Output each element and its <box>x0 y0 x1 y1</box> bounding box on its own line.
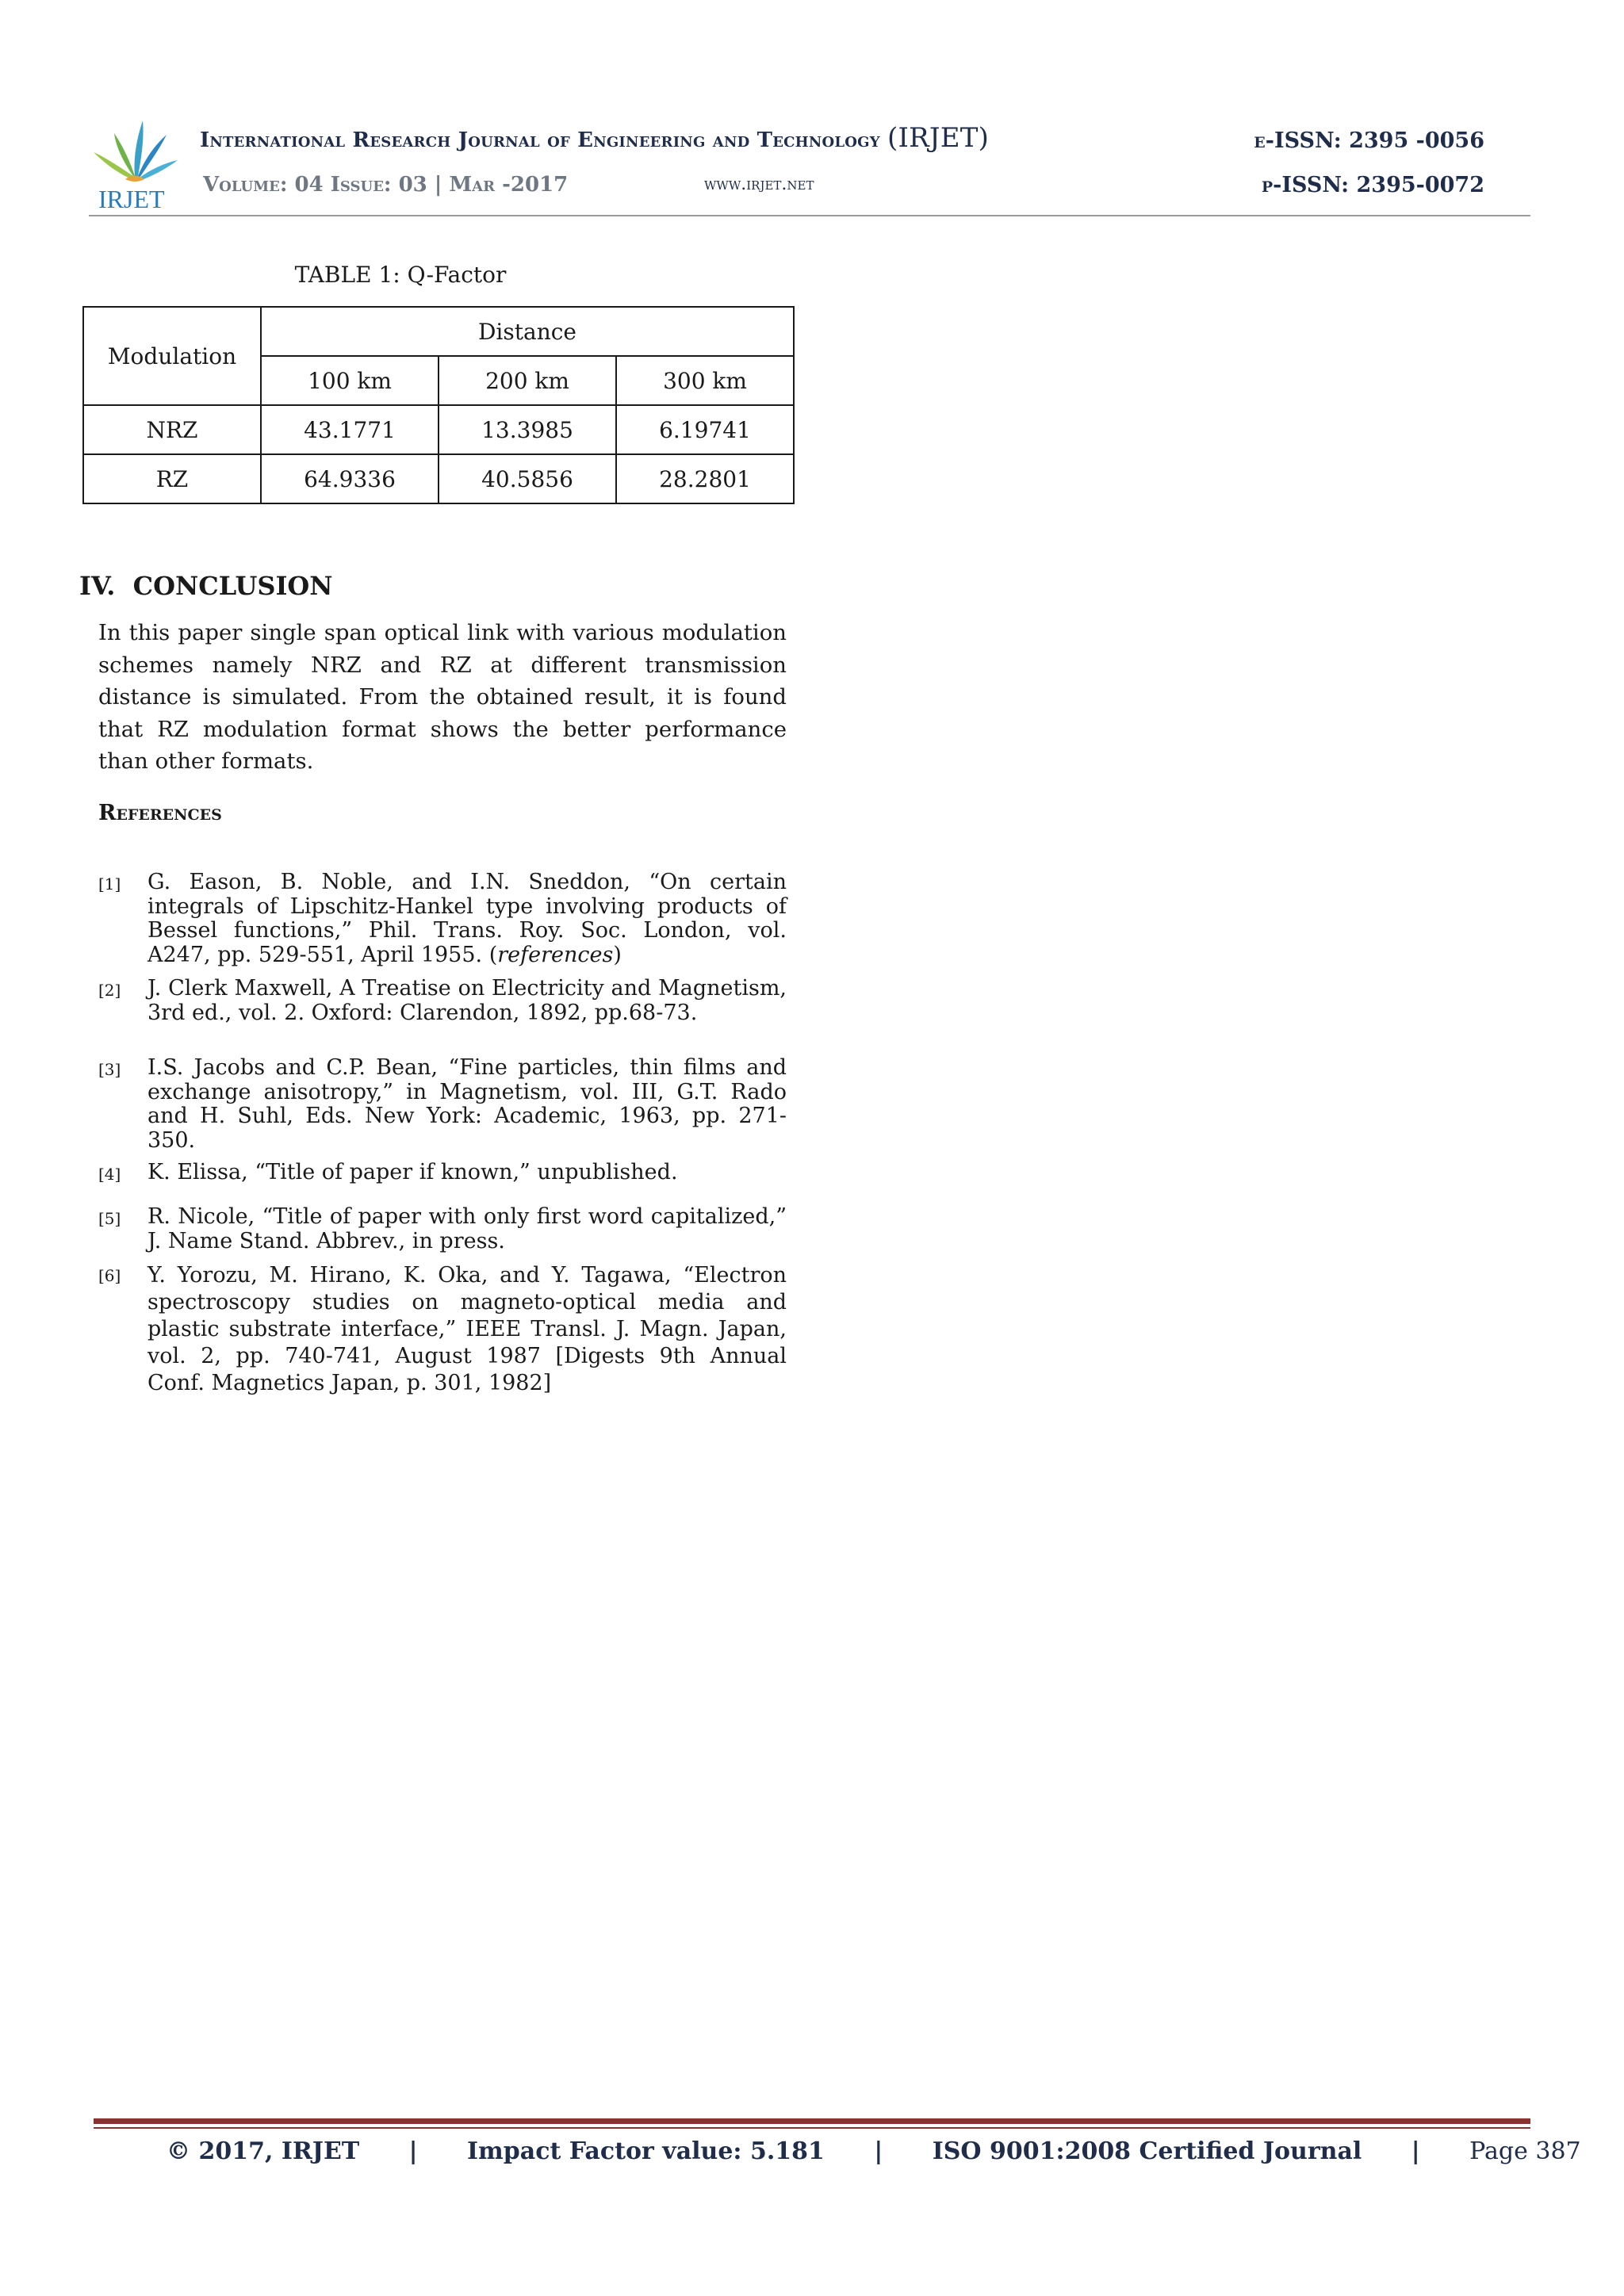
reference-number: [4] <box>98 1165 121 1184</box>
page-header <box>87 111 1532 218</box>
table-cell: 64.9336 <box>261 454 439 503</box>
volume-issue: Volume: 04 Issue: 03 | Mar -2017 <box>203 173 569 197</box>
journal-abbreviation: (IRJET) <box>887 122 990 154</box>
table-header-row <box>83 307 794 356</box>
table-row <box>83 405 794 454</box>
footer-divider-thin <box>94 2127 1530 2129</box>
table-caption: TABLE 1: Q-Factor <box>294 262 507 288</box>
row-label-cell: NRZ <box>83 405 261 454</box>
table-cell: 13.3985 <box>439 405 616 454</box>
reference-number: [3] <box>98 1060 121 1079</box>
reference-number: [5] <box>98 1209 121 1228</box>
reference-text: J. Clerk Maxwell, A Treatise on Electricity and Magnetism, 3rd ed., vol. 2. Oxford: Clarendon, 1892, pp.68-73. <box>147 976 787 1025</box>
section-title: CONCLUSION <box>132 571 333 601</box>
footer-impact-factor: Impact Factor value: 5.181 <box>467 2137 825 2165</box>
footer-separator: | <box>874 2137 883 2165</box>
page-footer <box>167 2137 1581 2165</box>
row-label-cell: RZ <box>83 454 261 503</box>
table-cell: 6.19741 <box>616 405 794 454</box>
header-divider <box>89 215 1530 216</box>
reference-number: [2] <box>98 981 121 1000</box>
column-header-cell: 200 km <box>439 356 616 405</box>
journal-name: International Research Journal of Engineering and Technology (IRJET) <box>200 122 990 154</box>
q-factor-table <box>82 306 795 504</box>
reference-number: [6] <box>98 1266 121 1285</box>
footer-iso: ISO 9001:2008 Certified Journal <box>932 2137 1362 2165</box>
journal-website: www.irjet.net <box>704 174 814 194</box>
footer-separator: | <box>1411 2137 1420 2165</box>
footer-divider <box>94 2118 1530 2124</box>
irjet-logo-icon <box>87 111 182 214</box>
table-cell: 40.5856 <box>439 454 616 503</box>
reference-text: R. Nicole, “Title of paper with only first word capitalized,” J. Name Stand. Abbrev., in press. <box>147 1204 787 1253</box>
column-header-cell: 300 km <box>616 356 794 405</box>
footer-copyright: © 2017, IRJET <box>167 2137 360 2165</box>
p-issn: p-ISSN: 2395-0072 <box>1261 173 1484 197</box>
reference-text: Y. Yorozu, M. Hirano, K. Oka, and Y. Tagawa, “Electron spectroscopy studies on magneto-optical media and plastic substrate interface,” IEEE Transl. J. Magn. Japan, vol. 2, pp. 740-741, August 1987 [Digests 9th Annual Conf. Magnetics Japan, p. 301, 1982] <box>147 1263 787 1395</box>
table-cell: 43.1771 <box>261 405 439 454</box>
footer-separator: | <box>408 2137 418 2165</box>
group-header-cell: Distance <box>261 307 794 356</box>
row-header-cell: Modulation <box>83 307 261 405</box>
references-heading: References <box>98 801 222 825</box>
column-header-cell: 100 km <box>261 356 439 405</box>
reference-text: G. Eason, B. Noble, and I.N. Sneddon, “On certain integrals of Lipschitz-Hankel type involving products of Bessel functions,” Phil. Trans. Roy. Soc. London, vol. A247, pp. 529-551, April 1955. (references) <box>147 870 787 967</box>
logo-text: IRJET <box>98 185 165 213</box>
reference-text: K. Elissa, “Title of paper if known,” unpublished. <box>147 1160 678 1184</box>
table-cell: 28.2801 <box>616 454 794 503</box>
reference-number: [1] <box>98 874 121 894</box>
section-heading <box>79 571 333 601</box>
reference-text: I.S. Jacobs and C.P. Bean, “Fine particles, thin films and exchange anisotropy,” in Magnetism, vol. III, G.T. Rado and H. Suhl, Eds. New York: Academic, 1963, pp. 271-350. <box>147 1055 787 1153</box>
page-number: Page 387 <box>1469 2137 1581 2165</box>
section-number: IV. <box>79 571 116 601</box>
table-row <box>83 454 794 503</box>
conclusion-paragraph: In this paper single span optical link with various modulation schemes namely NRZ and RZ at different transmission distance is simulated. From the obtained result, it is found that RZ modulation format shows the better performance than other formats. <box>98 620 787 774</box>
e-issn: e-ISSN: 2395 -0056 <box>1254 128 1484 153</box>
